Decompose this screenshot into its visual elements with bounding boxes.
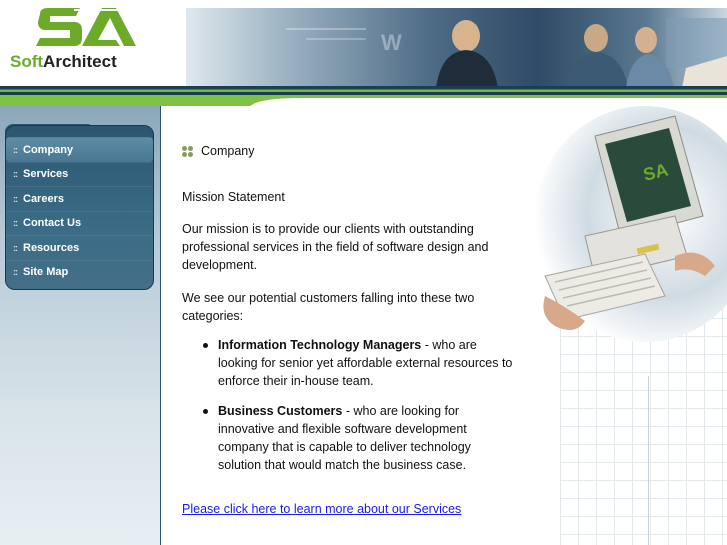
nav-item-label: Contact Us [23,217,82,230]
nav-menu [6,137,153,284]
double-colon-icon: :: [13,169,17,180]
page-title [182,144,255,158]
nav-item-company[interactable] [6,137,153,162]
nav-item-contact-us[interactable] [6,211,153,236]
double-colon-icon: :: [13,267,17,278]
mission-heading: Mission Statement [182,190,285,204]
double-colon-icon: :: [13,218,17,229]
double-colon-icon: :: [13,193,17,204]
logo[interactable] [6,6,166,71]
sidebar-divider [160,106,161,545]
services-link[interactable]: Please click here to learn more about our Services [182,502,462,516]
sa-logo-mark [36,6,136,48]
nav-item-label: Company [23,143,74,156]
category-name: Business Customers [218,404,343,418]
svg-text:W: W [381,30,402,55]
list-item [200,336,515,390]
page-title-text: Company [201,144,255,158]
nav-item-label: Services [23,168,69,181]
nav-item-site-map[interactable] [6,260,153,285]
logo-wordmark [10,52,117,72]
header [0,0,727,92]
customer-categories-list [200,336,515,486]
nav-item-label: Careers [23,192,64,205]
decorative-line [648,376,649,545]
logo-word-architect: Architect [43,52,117,71]
double-colon-icon: :: [13,242,17,253]
double-colon-icon: :: [13,144,17,155]
category-description: - who are looking for innovative and flexible software development company that is capable to deliver technology solution that would match the business case. [218,404,471,472]
mission-paragraph: Our mission is to provide our clients with outstanding professional services in the field of software design and development. [182,222,489,272]
computer-illustration [525,106,727,351]
nav-item-careers[interactable] [6,186,153,211]
svg-text:SA: SA [641,159,671,185]
nav-item-resources[interactable] [6,235,153,260]
customers-paragraph: We see our potential customers falling into these two categories: [182,291,475,323]
header-banner-photo [186,8,727,88]
logo-word-soft: Soft [10,52,44,71]
category-description: - who are looking for senior yet affordable external resources to enforce their in-house team. [218,338,513,388]
nav-item-services[interactable] [6,162,153,187]
nav-item-label: Resources [23,241,80,254]
list-item [200,402,515,474]
category-name: Information Technology Managers [218,338,422,352]
four-dots-icon [182,146,193,157]
header-wave [0,92,727,106]
nav-item-label: Site Map [23,266,69,279]
